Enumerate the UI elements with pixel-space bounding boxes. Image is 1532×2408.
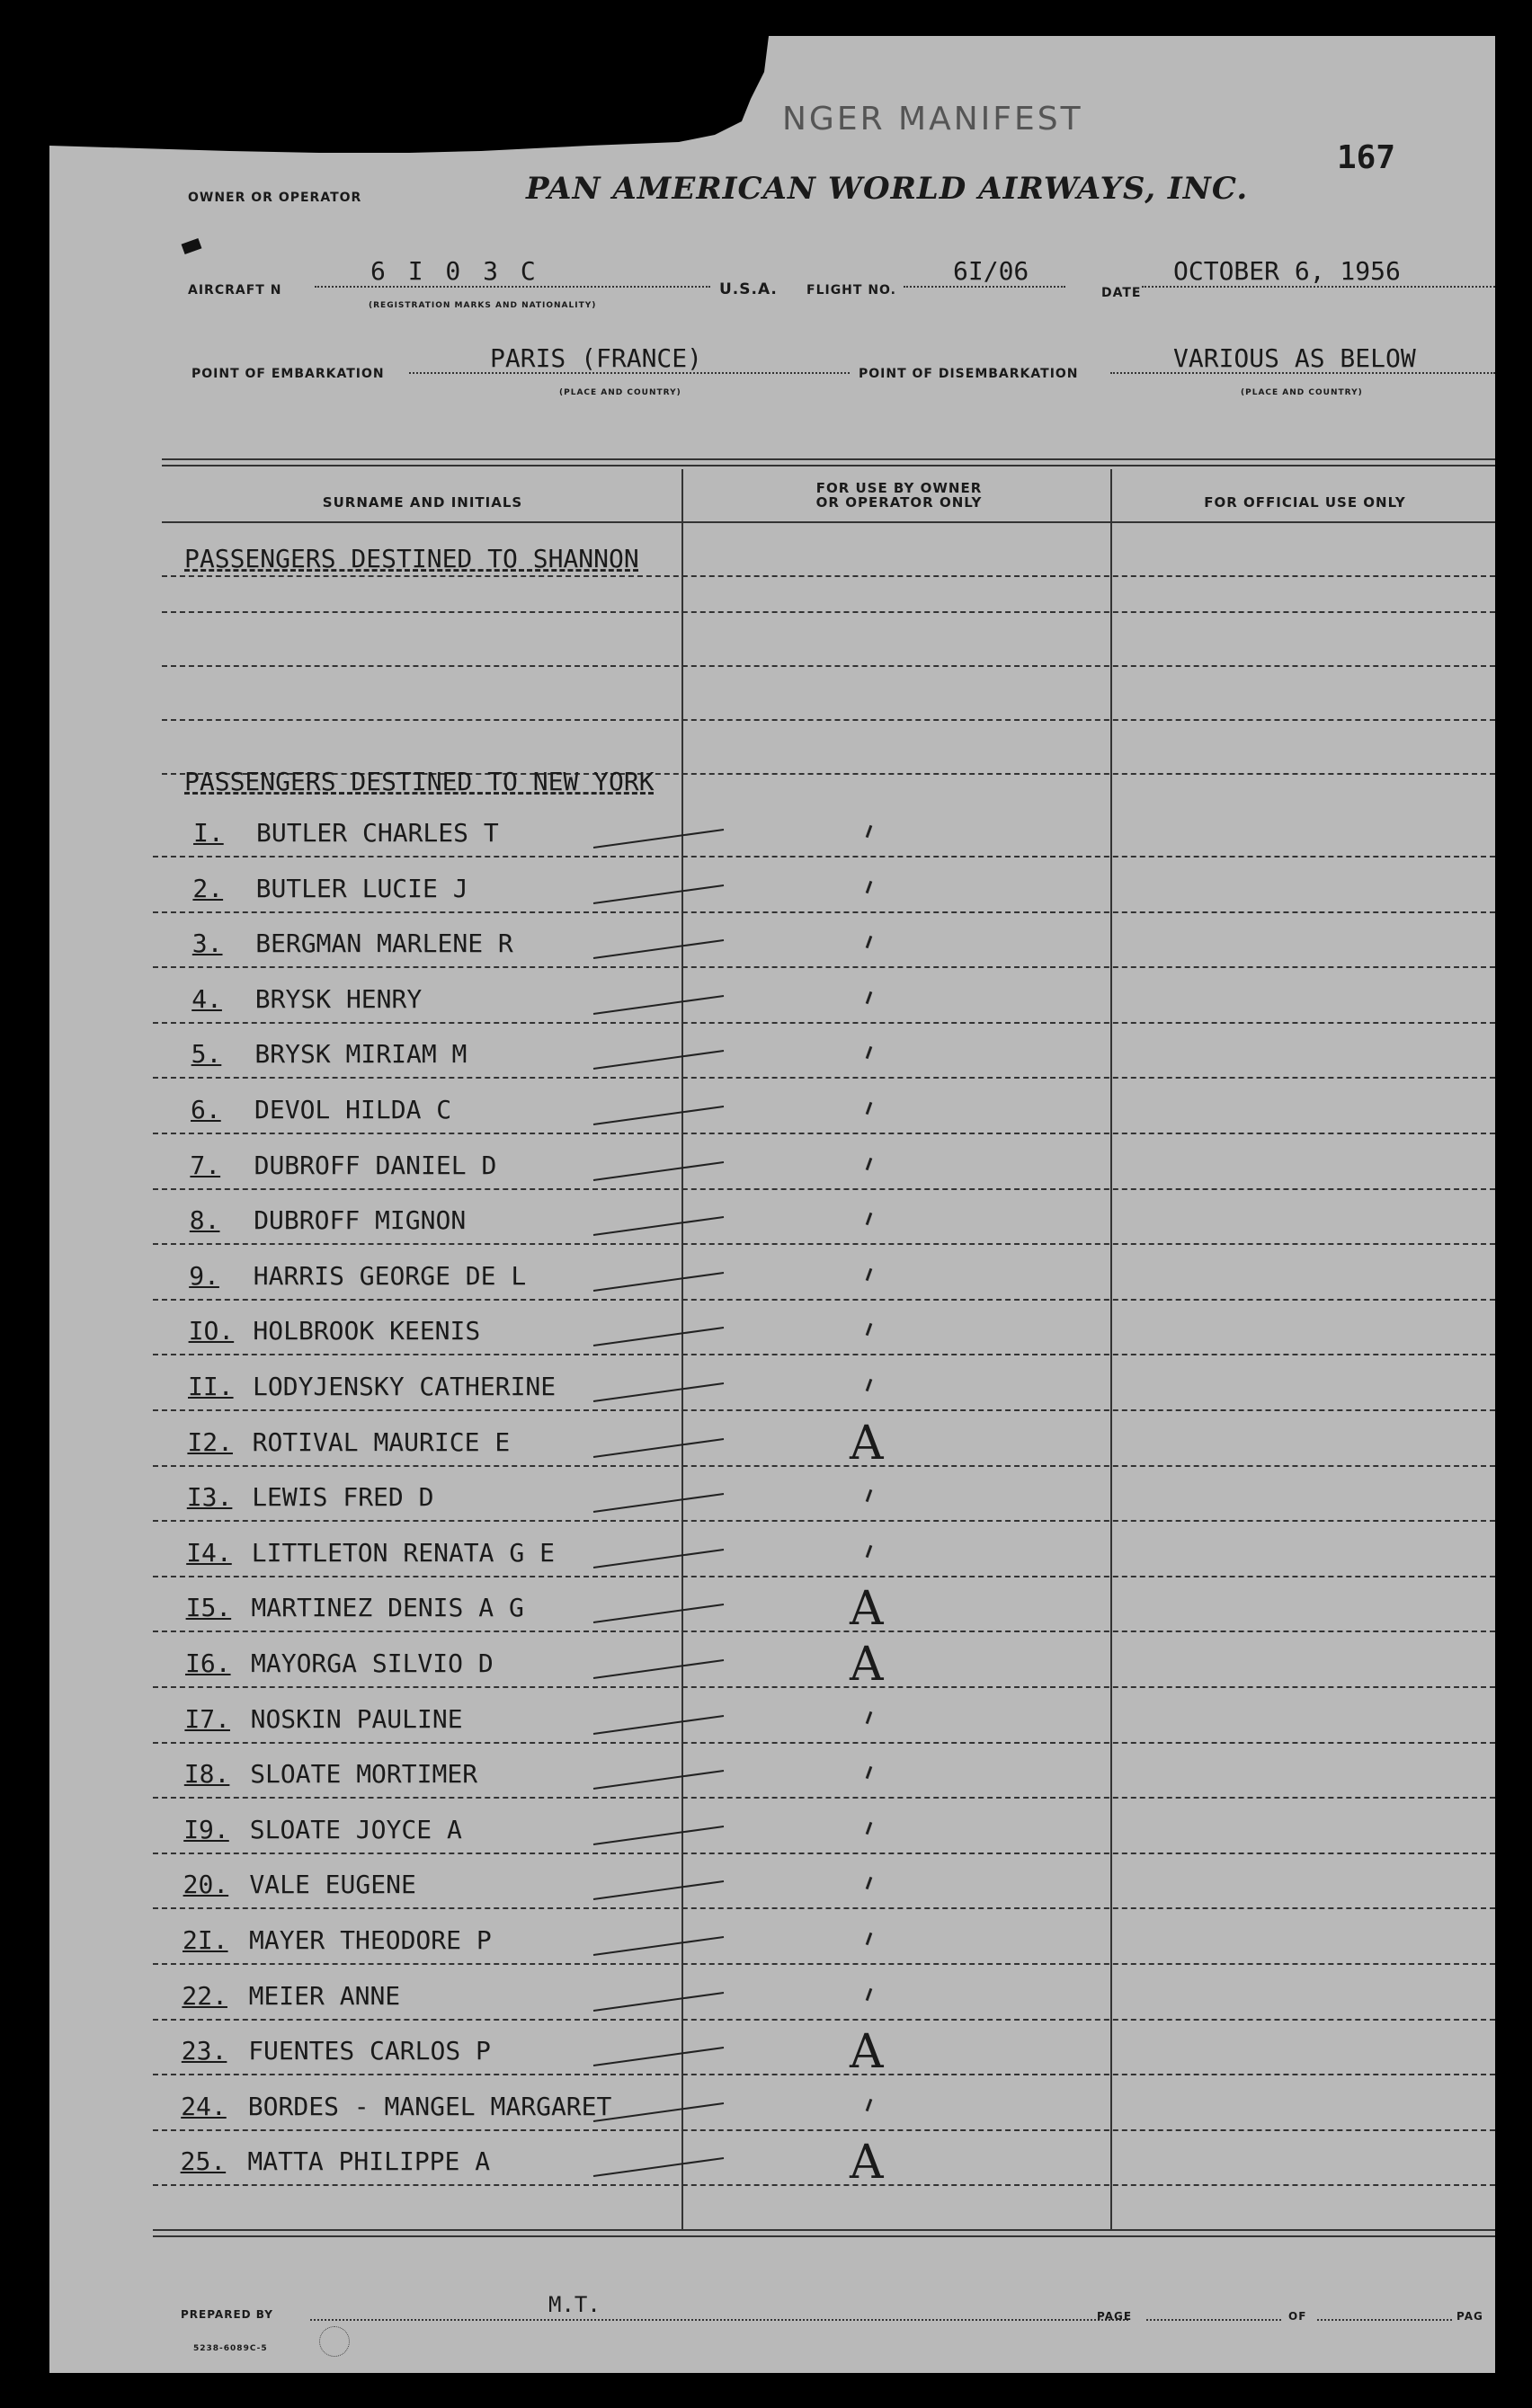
row-number: IO.	[188, 1316, 235, 1346]
row-rule	[153, 1077, 1495, 1079]
row-number: I4.	[186, 1537, 232, 1568]
embark-label: POINT OF EMBARKATION	[192, 367, 385, 381]
prepared-value: M.T.	[548, 2292, 601, 2317]
check-mark	[589, 1323, 733, 1350]
passenger-name: NOSKIN PAULINE	[250, 1703, 463, 1734]
owner-tick	[866, 2099, 873, 2111]
row-rule	[162, 611, 1495, 613]
form-code: 5238-6089C-5	[193, 2344, 268, 2353]
check-mark	[589, 936, 733, 963]
disembark-note: (PLACE AND COUNTRY)	[1241, 388, 1363, 397]
row-rule	[153, 1797, 1495, 1799]
flight-value: 6I/06	[953, 256, 1029, 286]
owner-tick	[866, 825, 873, 838]
check-mark	[589, 1435, 733, 1462]
row-number: 4.	[192, 983, 222, 1014]
row-rule	[153, 1299, 1495, 1301]
prepared-label: PREPARED BY	[181, 2308, 273, 2321]
owner-tick	[866, 1268, 873, 1281]
table-top-rule	[162, 458, 1495, 460]
table-top-rule-2	[162, 465, 1495, 466]
flight-label: FLIGHT NO.	[806, 283, 896, 298]
row-rule	[153, 1133, 1495, 1134]
check-mark	[589, 1822, 733, 1849]
passenger-name: MATTA PHILIPPE A	[247, 2146, 491, 2177]
row-rule	[153, 856, 1495, 857]
passenger-name: SLOATE MORTIMER	[250, 1759, 478, 1790]
check-mark	[589, 2099, 733, 2126]
owner-tick	[866, 1822, 873, 1835]
embark-value: PARIS (FRANCE)	[490, 343, 703, 373]
disembark-label: POINT OF DISEMBARKATION	[859, 367, 1079, 381]
disembark-value: VARIOUS AS BELOW	[1173, 343, 1416, 373]
owner-mark: A	[850, 1638, 884, 1692]
row-rule	[153, 1188, 1495, 1190]
pag-label: PAG	[1456, 2310, 1483, 2323]
row-rule	[153, 1631, 1495, 1632]
passenger-name: SLOATE JOYCE A	[249, 1814, 462, 1844]
row-rule	[153, 1907, 1495, 1909]
date-value: OCTOBER 6, 1956	[1173, 256, 1401, 286]
check-mark	[589, 881, 733, 908]
passenger-name: VALE EUGENE	[249, 1870, 416, 1900]
row-number: I.	[193, 818, 224, 848]
row-number: 6.	[191, 1095, 221, 1124]
section-shannon: PASSENGERS DESTINED TO SHANNON	[184, 544, 639, 573]
row-rule	[153, 2184, 1495, 2186]
owner-tick	[866, 1766, 873, 1779]
passenger-name: MAYER THEODORE P	[249, 1925, 492, 1955]
check-mark	[589, 1158, 733, 1185]
check-mark	[589, 1988, 733, 2015]
owner-tick	[866, 1711, 873, 1724]
row-rule	[153, 1022, 1495, 1024]
row-number: 7.	[190, 1150, 221, 1180]
row-rule	[153, 1853, 1495, 1854]
row-number: 20.	[183, 1870, 229, 1900]
passenger-name: DUBROFF DANIEL D	[254, 1150, 497, 1180]
owner-tick	[866, 991, 873, 1004]
date-line	[1142, 286, 1495, 288]
check-mark	[589, 1102, 733, 1129]
check-mark	[589, 1600, 733, 1627]
row-rule	[153, 1576, 1495, 1577]
row-number: 5.	[191, 1039, 222, 1070]
check-mark	[589, 1213, 733, 1240]
check-mark	[589, 2154, 733, 2181]
column-header-owner-1: FOR USE BY OWNER	[815, 480, 983, 496]
of-line	[1317, 2319, 1452, 2321]
union-label-stamp	[319, 2326, 350, 2357]
table-bottom-rule-2	[153, 2235, 1495, 2237]
registration-note: (REGISTRATION MARKS AND NATIONALITY)	[369, 301, 597, 310]
table-bottom-rule	[153, 2229, 1495, 2231]
aircraft-line	[315, 286, 710, 288]
check-mark	[589, 1545, 733, 1572]
check-mark	[589, 1046, 733, 1073]
row-rule	[153, 1465, 1495, 1467]
row-rule	[153, 966, 1495, 968]
owner-tick	[866, 1988, 873, 2001]
passenger-name: BRYSK MIRIAM M	[254, 1039, 468, 1070]
row-rule	[153, 1243, 1495, 1245]
owner-mark: A	[850, 2136, 884, 2190]
column-divider-2	[1110, 469, 1112, 2231]
passenger-name: LODYJENSKY CATHERINE	[253, 1372, 557, 1401]
check-mark	[589, 825, 733, 852]
check-mark	[589, 1489, 733, 1516]
owner-mark: A	[850, 1416, 884, 1471]
passenger-name: BERGMAN MARLENE R	[255, 929, 513, 959]
passenger-name: FUENTES CARLOS P	[248, 2036, 491, 2066]
row-number: 8.	[189, 1205, 220, 1236]
passenger-name: ROTIVAL MAURICE E	[252, 1426, 511, 1457]
usa-label: U.S.A.	[719, 280, 778, 298]
row-rule	[153, 1742, 1495, 1744]
row-rule	[153, 2129, 1495, 2131]
owner-tick	[866, 1102, 873, 1115]
row-number: 25.	[180, 2146, 227, 2177]
check-mark	[589, 1933, 733, 1959]
check-mark	[589, 1379, 733, 1406]
row-number: 9.	[189, 1260, 219, 1291]
row-rule	[153, 2074, 1495, 2075]
of-label: OF	[1288, 2310, 1307, 2323]
embark-note: (PLACE AND COUNTRY)	[559, 388, 681, 397]
passenger-name: LITTLETON RENATA G E	[251, 1537, 555, 1568]
passenger-name: HOLBROOK KEENIS	[253, 1316, 481, 1346]
owner-label: OWNER OR OPERATOR	[188, 191, 362, 205]
row-number: I2.	[187, 1426, 233, 1457]
aircraft-value: 6 I 0 3 C	[370, 256, 539, 286]
prepared-line	[310, 2319, 1128, 2321]
row-number: I3.	[186, 1482, 233, 1513]
passenger-name: DUBROFF MIGNON	[254, 1205, 467, 1236]
row-number: 22.	[182, 1980, 227, 2011]
owner-mark: A	[850, 1582, 884, 1637]
row-number: I6.	[185, 1648, 231, 1678]
row-rule	[153, 1520, 1495, 1522]
owner-mark: A	[850, 2025, 884, 2080]
page-number: 167	[1337, 139, 1396, 176]
row-rule	[153, 1354, 1495, 1355]
check-mark	[589, 1711, 733, 1738]
row-rule	[153, 2019, 1495, 2021]
owner-tick	[866, 1933, 873, 1945]
passenger-name: MAYORGA SILVIO D	[251, 1648, 494, 1678]
row-number: 3.	[192, 929, 223, 959]
owner-tick	[866, 1213, 873, 1225]
row-rule	[153, 1686, 1495, 1688]
column-header-surname: SURNAME AND INITIALS	[322, 494, 523, 511]
row-number: 2.	[192, 873, 224, 903]
passenger-name: MARTINEZ DENIS A G	[251, 1593, 524, 1623]
passenger-name: LEWIS FRED D	[252, 1482, 434, 1513]
check-mark	[589, 1656, 733, 1683]
passenger-name: BORDES - MANGEL MARGARET	[247, 2091, 612, 2121]
passenger-name: DEVOL HILDA C	[254, 1095, 452, 1124]
passenger-name: BRYSK HENRY	[254, 983, 423, 1014]
manifest-title: NGER MANIFEST	[782, 101, 1083, 138]
owner-tick	[866, 1877, 873, 1889]
row-number: I7.	[184, 1703, 230, 1734]
row-rule	[162, 665, 1495, 667]
row-number: 2I.	[183, 1925, 228, 1955]
row-number: II.	[188, 1372, 234, 1401]
row-rule	[162, 575, 1495, 577]
owner-tick	[866, 1158, 873, 1170]
column-header-official: FOR OFFICIAL USE ONLY	[1204, 494, 1406, 511]
owner-tick	[866, 1323, 873, 1336]
row-rule	[153, 1963, 1495, 1965]
row-number: I5.	[185, 1593, 232, 1623]
check-mark	[589, 2043, 733, 2070]
pen-mark	[182, 238, 202, 254]
owner-tick	[866, 1545, 873, 1558]
aircraft-label: AIRCRAFT N	[188, 283, 282, 298]
row-number: I9.	[183, 1814, 229, 1844]
section-new-york: PASSENGERS DESTINED TO NEW YORK	[184, 767, 655, 796]
passenger-name: HARRIS GEORGE DE L	[253, 1260, 527, 1291]
check-mark	[589, 1268, 733, 1295]
flight-line	[904, 286, 1065, 288]
passenger-name: BUTLER CHARLES T	[256, 818, 499, 848]
check-mark	[589, 991, 733, 1018]
owner-tick	[866, 1046, 873, 1059]
row-rule	[162, 719, 1495, 721]
owner-tick	[866, 1489, 873, 1502]
check-mark	[589, 1877, 733, 1904]
owner-tick	[866, 881, 873, 893]
row-rule	[153, 1409, 1495, 1411]
page-label: PAGE	[1097, 2310, 1133, 2323]
column-header-owner-2: OR OPERATOR ONLY	[815, 494, 983, 511]
manifest-paper	[49, 36, 1495, 2373]
owner-value: PAN AMERICAN WORLD AIRWAYS, INC.	[526, 171, 1249, 207]
passenger-name: BUTLER LUCIE J	[255, 873, 468, 903]
check-mark	[589, 1766, 733, 1793]
row-number: 23.	[181, 2036, 227, 2066]
row-number: I8.	[183, 1759, 230, 1790]
row-rule	[153, 911, 1495, 913]
page-line	[1146, 2319, 1281, 2321]
owner-tick	[866, 936, 873, 948]
passenger-name: MEIER ANNE	[248, 1980, 401, 2011]
date-label: DATE	[1101, 286, 1142, 300]
owner-tick	[866, 1379, 873, 1391]
row-number: 24.	[181, 2091, 227, 2121]
header-rule	[162, 521, 1495, 523]
